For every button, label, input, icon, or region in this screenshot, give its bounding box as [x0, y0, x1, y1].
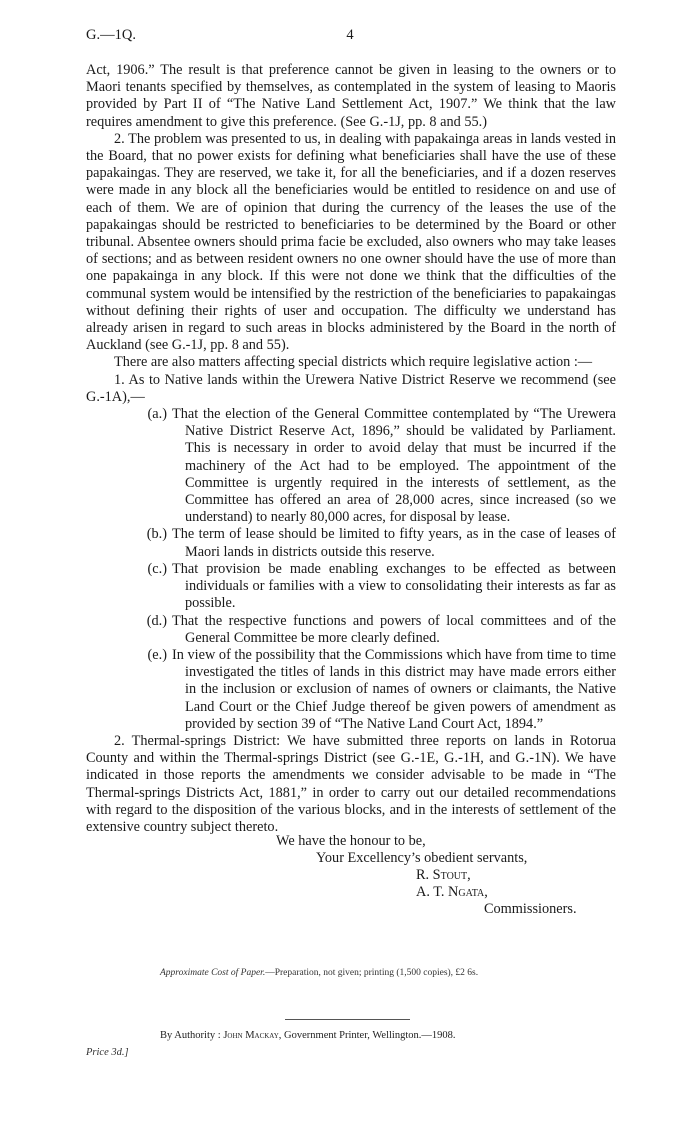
page-number: 4: [346, 27, 354, 43]
paragraph-continued: Act, 1906.” The result is that preference cannot be given in leasing to the owners or to Maori tenants specified by themselves, as contemplated in the system of leasing to Maoris provided by Part II of “The Native Land Settlement Act, 1907.” We think that the law requires amendment to give this preference. (See G.-1J, pp. 8 and 55.): [86, 62, 616, 130]
item-text: The term of lease should be limited to fifty years, as in the case of leases of Maori lands in districts outside this reserve.: [172, 526, 616, 560]
item-text: That provision be made enabling exchanges to be effected as between individuals or families with a view to consolidating their interests as far as possible.: [172, 560, 616, 612]
cost-text: —Preparation, not given; printing (1,500 copies), £2 6s.: [265, 968, 479, 978]
running-header: [86, 27, 614, 47]
list-item: [86, 406, 616, 526]
authority-prefix: By Authority :: [160, 1030, 221, 1041]
recommendation-list: [86, 406, 616, 733]
list-item: [86, 526, 616, 560]
printer-name: John Mackay,: [223, 1030, 282, 1041]
item-text: In view of the possibility that the Commissions which have from time to time investigated the titles of lands in this district may have made errors either in the inclusion or exclusion of names of owners or claimants, the Native Land Court or the Chief Judge thereof be given powers of amendment as provided by section 39 of “The Native Land Court Act, 1894.”: [172, 646, 616, 732]
signatory-title: Commissioners.: [484, 901, 577, 917]
item-text: That the election of the General Committee contemplated by “The Urewera Native District Reserve Act, 1896,” should be validated by Parliament. This is necessary in order to avoid delay that must be incurred if the machinery of the Act had to be employed. The appointment of the Committee is urgently required in the interests of settlement, as the Committee has offered an area of 28,000 acres, since increased (so we understand) to nearly 80,000 acres, for disposal by lease.: [172, 406, 616, 526]
list-item: [86, 561, 616, 613]
item-marker: (d.): [146, 612, 167, 629]
item-marker: (a.): [147, 406, 167, 423]
printer-imprint: [160, 1030, 456, 1041]
item-text: That the respective functions and powers of local committees and of the General Committee be more clearly defined.: [172, 612, 616, 646]
paragraph-special-districts: There are also matters affecting special districts which require legislative action :—: [114, 354, 593, 371]
paragraph-urewera: 1. As to Native lands within the Urewera Native District Reserve we recommend (see G.-1A),—: [86, 371, 616, 405]
paragraph-papakainga: 2. The problem was presented to us, in dealing with papakainga areas in lands vested in the Board, that no power exists for defining what beneficiaries shall have the use of these papakaingas. They are reserved, we take it, for all the beneficiaries, and if a dozen reserves were made in any block all the beneficiaries would be entitled to residence on and use of each of them. We are of opinion that during the currency of the leases the use of the papakaingas should be restricted to beneficiaries to be determined by the Board or other tribunal. Absentee owners should prima facie be excluded, also owners who may take leases of sections; and as between resident owners no one owner should have the use of more than one papakainga in any block. If this were not done we think that the difficulties of the communal system would be intensified by the restriction of the beneficiaries to papakaingas without defining their rights of user and occupation. The difficulty we understand has already arisen in regard to such areas in blocks administered by the Board in the north of Auckland (see G.-1J, pp. 8 and 55).: [86, 130, 616, 354]
closing-line: We have the honour to be,: [276, 833, 426, 849]
closing-servants: Your Excellency’s obedient servants,: [316, 850, 528, 866]
signature-stout: R. Stout,: [416, 867, 471, 883]
item-marker: (b.): [146, 526, 167, 543]
price-note: Price 3d.]: [86, 1047, 129, 1058]
cost-label: Approximate Cost of Paper.: [160, 968, 266, 978]
footer-divider: [285, 1019, 410, 1020]
item-marker: (c.): [147, 560, 167, 577]
document-reference: G.—1Q.: [86, 27, 136, 43]
item-marker: (e.): [147, 646, 167, 663]
authority-suffix: Government Printer, Wellington.—1908.: [284, 1030, 456, 1041]
signature-ngata: A. T. Ngata,: [416, 884, 488, 900]
paragraph-thermal-springs: 2. Thermal-springs District: We have submitted three reports on lands in Rotorua County and within the Thermal-springs District (see G.-1E, G.-1H, and G.-1N). We have indicated in those reports the amendments we consider advisable to be made in “The Thermal-springs Districts Act, 1881,” in order to carry out our detailed recommendations with regard to the disposition of the various blocks, and in the interests of settlement of the extensive country subject thereto.: [86, 732, 616, 835]
list-item: [86, 647, 616, 733]
printing-cost-note: [160, 968, 478, 978]
main-text: [86, 62, 616, 836]
list-item: [86, 613, 616, 647]
